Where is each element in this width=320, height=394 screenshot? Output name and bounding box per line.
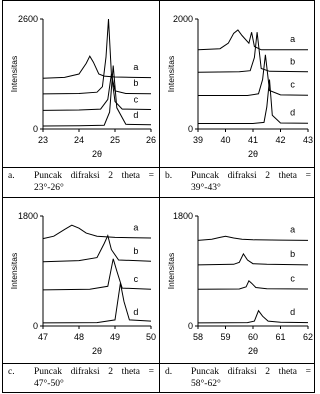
series-label-b: b: [133, 77, 139, 88]
series-label-a: a: [133, 222, 139, 233]
caption-letter: a.: [8, 171, 15, 181]
table-row-divider-1: [2, 167, 315, 168]
y-axis-title: Intensitas: [166, 55, 176, 93]
x-tick-label: 49: [109, 332, 121, 342]
y-tick-label: 0: [187, 321, 193, 331]
x-tick-label: 39: [192, 135, 204, 145]
y-axis-title: Intensitas: [9, 55, 19, 93]
x-tick-label: 48: [73, 332, 85, 342]
caption-b: [165, 170, 311, 196]
series-label-b: b: [133, 245, 139, 256]
y-tick-label: 2600: [17, 14, 38, 24]
series-label-d: d: [290, 306, 296, 317]
x-tick-label: 23: [37, 135, 49, 145]
series-label-a: a: [290, 224, 296, 235]
x-axis-title: 2θ: [91, 149, 103, 159]
x-tick-label: 60: [247, 332, 259, 342]
table-row-divider-3: [2, 363, 315, 364]
x-tick-label: 61: [275, 332, 286, 342]
series-line-a: [198, 236, 308, 240]
series-label-c: c: [133, 94, 139, 105]
series-label-b: b: [290, 56, 296, 67]
figure-table: [2, 0, 315, 393]
x-tick-label: 62: [302, 332, 314, 342]
y-tick-label: 1800: [172, 211, 193, 221]
x-tick-label: 59: [220, 332, 231, 342]
series-label-d: d: [133, 110, 139, 121]
x-axis-title: 2θ: [91, 346, 103, 356]
series-label-a: a: [290, 33, 296, 44]
caption-letter: d.: [165, 367, 173, 377]
caption-c: [8, 366, 154, 392]
y-tick-label: 2000: [172, 14, 193, 24]
y-tick-label: 0: [32, 321, 38, 331]
x-tick-label: 24: [73, 135, 85, 145]
caption-letter: c.: [8, 367, 15, 377]
series-label-c: c: [290, 79, 295, 90]
series-label-d: d: [290, 107, 296, 118]
x-tick-label: 42: [275, 135, 286, 145]
caption-text: Puncak difraksi 2 theta = 23°-26°: [34, 171, 154, 193]
series-label-d: d: [133, 306, 139, 317]
caption-letter: b.: [165, 171, 173, 181]
x-tick-label: 26: [145, 135, 157, 145]
y-tick-label: 0: [187, 124, 193, 134]
x-axis-title: 2θ: [247, 149, 259, 159]
y-axis-title: Intensitas: [9, 252, 19, 290]
x-tick-label: 47: [37, 332, 49, 342]
caption-text: Puncak difraksi 2 theta = 58°-62°: [191, 367, 311, 389]
chart-panel-a: [3, 1, 159, 167]
x-tick-label: 40: [220, 135, 231, 145]
x-tick-label: 41: [247, 135, 259, 145]
series-label-c: c: [133, 273, 139, 284]
caption-d: [165, 366, 311, 392]
series-label-a: a: [133, 62, 139, 73]
series-label-c: c: [290, 273, 295, 284]
y-tick-label: 0: [32, 124, 38, 134]
caption-a: [8, 170, 154, 196]
x-tick-label: 58: [192, 332, 204, 342]
x-tick-label: 25: [109, 135, 121, 145]
y-tick-label: 1800: [17, 211, 38, 221]
chart-panel-d: [160, 198, 314, 363]
caption-text: Puncak difraksi 2 theta = 47°-50°: [34, 367, 154, 389]
x-tick-label: 50: [145, 332, 157, 342]
x-axis-title: 2θ: [247, 346, 259, 356]
chart-panel-b: [160, 1, 314, 167]
caption-text: Puncak difraksi 2 theta = 39°-43°: [191, 171, 311, 193]
series-label-b: b: [290, 248, 296, 259]
y-axis-title: Intensitas: [166, 252, 176, 290]
x-tick-label: 43: [302, 135, 314, 145]
chart-panel-c: [3, 198, 159, 363]
